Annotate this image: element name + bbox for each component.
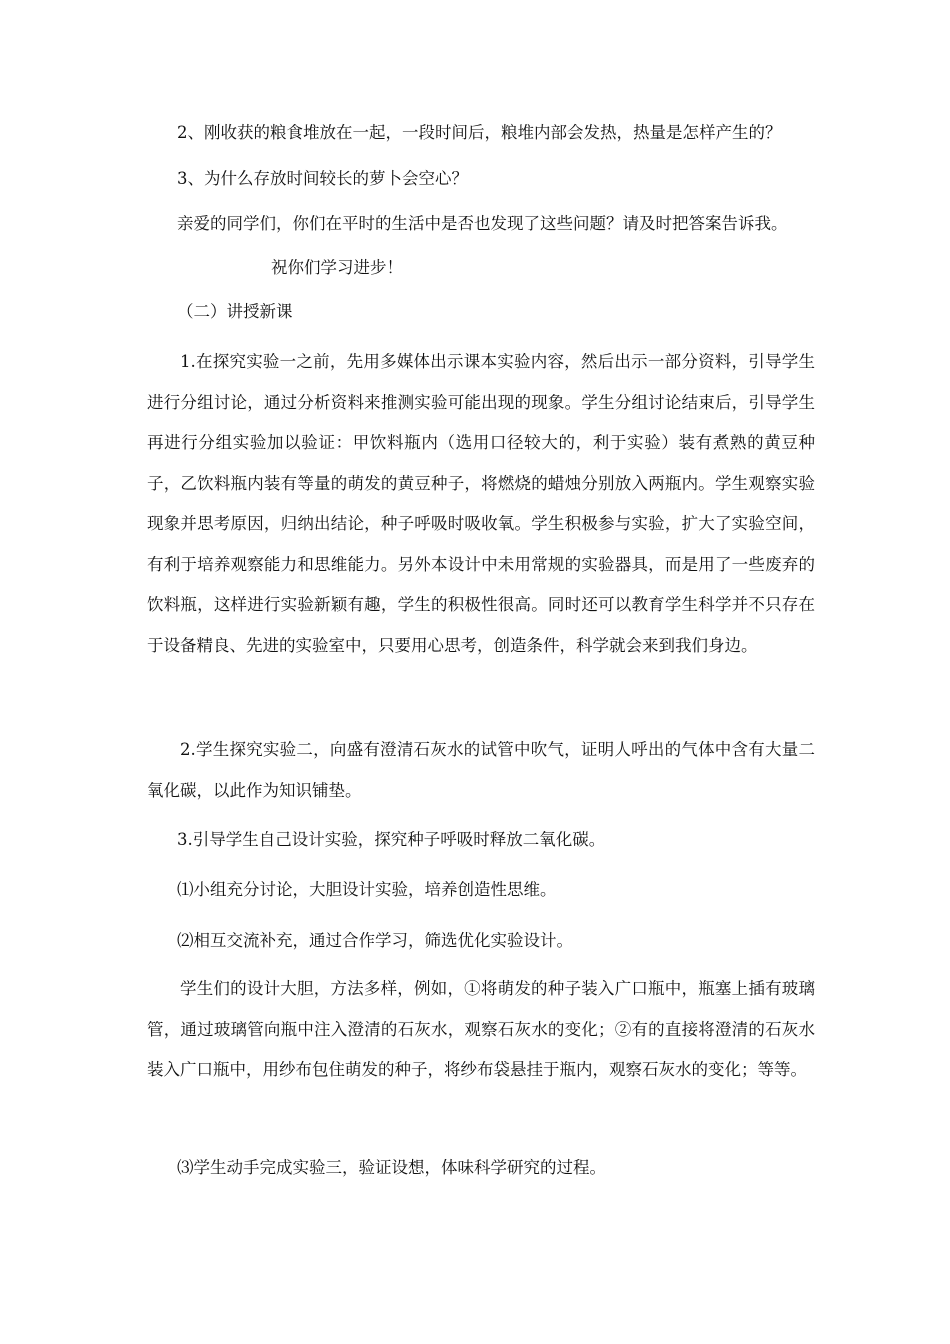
paragraph-experiment-1: 1.在探究实验一之前，先用多媒体出示课本实验内容，然后出示一部分资料，引导学生进行分组讨论，通过分析资料来推测实验可能出现的现象。学生分组讨论结束后，引导学生再进行分组实验加以验证：甲饮料瓶内（选用口径较大的，利于实验）装有煮熟的黄豆种子，乙饮料瓶内装有等量的萌发的黄豆种子，将燃烧的蜡烛分别放入两瓶内。学生观察实验现象并思考原因，归纳出结论，种子呼吸时吸收氧。学生积极参与实验，扩大了实验空间，有利于培养观察能力和思维能力。另外本设计中未用常规的实验器具，而是用了一些废弃的饮料瓶，这样进行实验新颖有趣，学生的积极性很高。同时还可以教育学生科学并不只存在于设备精良、先进的实验室中，只要用心思考，创造条件，科学就会来到我们身边。 <box>147 352 815 655</box>
greeting: 祝你们学习进步！ <box>271 258 403 277</box>
paragraph-student-designs: 学生们的设计大胆，方法多样，例如，①将萌发的种子装入广口瓶中，瓶塞上插有玻璃管，通过玻璃管向瓶中注入澄清的石灰水，观察石灰水的变化；②有的直接将澄清的石灰水装入广口瓶中，用纱布包住萌发的种子，将纱布袋悬挂于瓶内，观察石灰水的变化；等等。 <box>147 979 815 1079</box>
substep-1: ⑴小组充分讨论，大胆设计实验，培养创造性思维。 <box>177 880 557 899</box>
question-2: 2、刚收获的粮食堆放在一起，一段时间后，粮堆内部会发热，热量是怎样产生的？ <box>177 123 782 142</box>
closing-remark: 亲爱的同学们，你们在平时的生活中是否也发现了这些问题？请及时把答案告诉我。 <box>177 214 788 233</box>
substep-2: ⑵相互交流补充，通过合作学习，筛选优化实验设计。 <box>177 931 573 950</box>
section-heading: （二）讲授新课 <box>177 302 293 321</box>
paragraph-experiment-2: 2.学生探究实验二，向盛有澄清石灰水的试管中吹气，证明人呼出的气体中含有大量二氧化碳，以此作为知识铺垫。 <box>147 740 815 800</box>
step-3: 3.引导学生自己设计实验，探究种子呼吸时释放二氧化碳。 <box>177 830 606 849</box>
question-3: 3、为什么存放时间较长的萝卜会空心？ <box>177 169 468 188</box>
substep-3: ⑶学生动手完成实验三，验证设想，体味科学研究的过程。 <box>177 1158 606 1177</box>
